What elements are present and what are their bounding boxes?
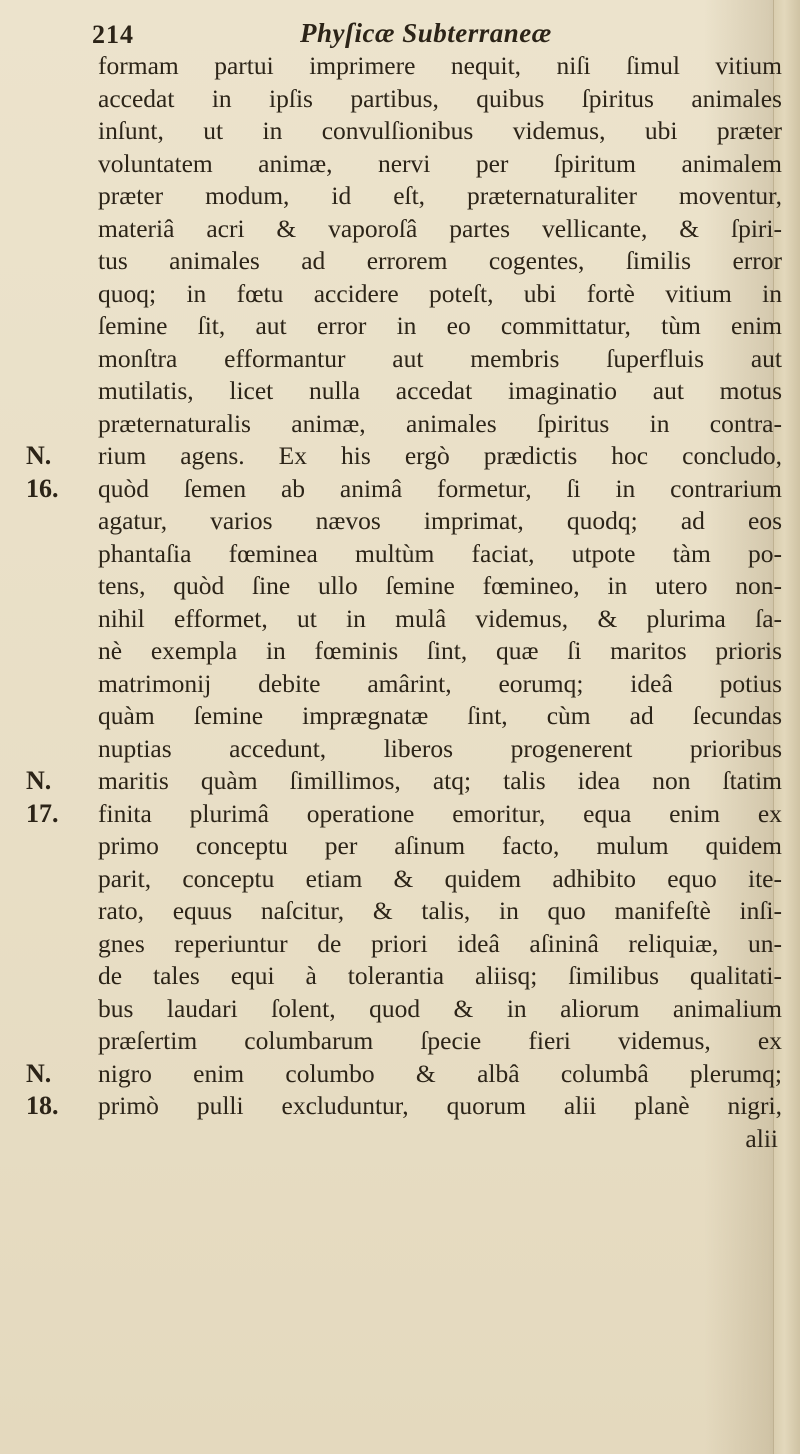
- text-line: nuptias accedunt, liberos progenerent prioribus: [98, 733, 782, 763]
- text-line: tens, quòd ſine ullo ſemine fœmineo, in utero non-: [98, 571, 782, 600]
- text-line: formam partui imprimere nequit, niſi ſimul vitium: [98, 51, 782, 80]
- text-line: bus laudari ſolent, quod & in aliorum animalium: [98, 993, 782, 1023]
- text-line: ſemine ſit, aut error in eo committatur, tùm enim: [98, 311, 782, 340]
- text-line: nigro enim columbo & albâ columbâ plerumq;: [98, 1058, 782, 1088]
- text-line: materiâ acri & vaporoſâ partes vellicante, & ſpiri-: [98, 213, 782, 243]
- text-line: monſtra efformantur aut membris ſuperfluis aut: [98, 343, 782, 373]
- text-line: parit, conceptu etiam & quidem adhibito equo ite-: [98, 863, 782, 893]
- text-line: inſunt, ut in convulſionibus videmus, ubi præter: [98, 116, 782, 145]
- running-title: Phyſicæ Subterraneæ: [300, 18, 552, 48]
- text-line: de tales equi à tolerantia aliisq; ſimilibus qualitati-: [98, 961, 782, 990]
- text-line: præternaturalis animæ, animales ſpiritus in contra-: [98, 408, 782, 438]
- text-line: quoq; in fœtu accidere poteſt, ubi fortè vitium in: [98, 278, 782, 308]
- text-line: gnes reperiuntur de priori ideâ aſininâ reliquiæ, un-: [98, 928, 782, 958]
- text-line: rato, equus naſcitur, & talis, in quo manifeſtè inſi-: [98, 896, 782, 925]
- text-line: quàm ſemine impr​ægnatæ ſint, cùm ad ſecundas: [98, 701, 782, 730]
- text-line: rium agens. Ex his ergò prædictis hoc concludo,: [98, 441, 782, 470]
- margin-note: 17.: [26, 798, 59, 828]
- margin-note: 16.: [26, 473, 59, 503]
- text-line: maritis quàm ſimillimos, atq; talis idea non ſtatim: [98, 766, 782, 795]
- margin-note: N.: [26, 1058, 52, 1088]
- catchword: alii: [745, 1123, 778, 1153]
- text-line: tus animales ad errorem cogentes, ſimilis error: [98, 246, 782, 275]
- text-line: voluntatem animæ, nervi per ſpiritum animalem: [98, 148, 782, 178]
- text-line: accedat in ipſis partibus, quibus ſpiritus animales: [98, 83, 782, 113]
- page-number: 214: [92, 20, 134, 49]
- margin-note: N.: [26, 441, 52, 470]
- text-line: finita plurimâ operatione emoritur, equa enim ex: [98, 798, 782, 828]
- text-line: primo conceptu per aſinum facto, mulum quidem: [98, 831, 782, 860]
- text-line: matrimonij debite amârint, eorumq; ideâ potius: [98, 668, 782, 698]
- text-line: præter modum, id eſt, præternaturaliter moventur,: [98, 181, 782, 210]
- page-header: [92, 14, 782, 50]
- text-line: primò pulli excluduntur, quorum alii planè nigri,: [98, 1091, 782, 1120]
- text-line: præſertim columbarum ſpecie fieri videmus, ex: [98, 1026, 782, 1055]
- margin-note: N.: [26, 766, 52, 795]
- text-line: nihil efformet, ut in mulâ videmus, & plurima ſa-: [98, 603, 782, 633]
- text-line: phantaſia fœminea multùm faciat, utpote tàm po-: [98, 538, 782, 568]
- text-line: agatur, varios nævos imprimat, quodq; ad eos: [98, 506, 782, 535]
- text-line: nè exempla in fœminis ſint, quæ ſi maritos prioris: [98, 636, 782, 665]
- body-text: [98, 50, 782, 1155]
- text-line: quòd ſemen ab animâ formetur, ſi in contrarium: [98, 473, 782, 503]
- text-line: mutilatis, licet nulla accedat imaginatio aut motus: [98, 376, 782, 405]
- margin-note: 18.: [26, 1091, 59, 1120]
